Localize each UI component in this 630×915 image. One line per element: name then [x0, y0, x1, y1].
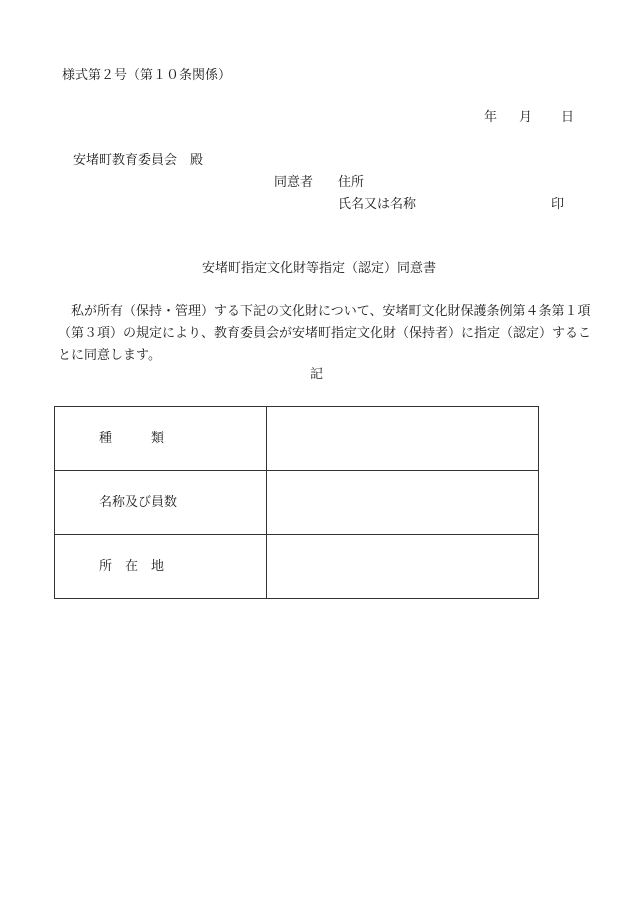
- consent-body-text: [58, 301, 592, 367]
- location-label: 所 在 地: [99, 559, 165, 574]
- consenter-label: 同意者: [274, 175, 314, 190]
- body-line: （第３項）の規定により、教育委員会が安堵町指定文化財（保持者）に指定（認定）するこ: [58, 326, 592, 341]
- table-row: [55, 471, 539, 535]
- type-label-cell: [55, 407, 267, 471]
- date-month-label: 月: [519, 110, 533, 125]
- body-line: 私が所有（保持・管理）する下記の文化財について、安堵町文化財保護条例第４条第１項: [58, 304, 591, 319]
- address-label: 住所: [338, 175, 365, 190]
- date-year-label: 年: [484, 110, 498, 125]
- name-count-label: 名称及び員数: [99, 495, 178, 510]
- location-label-cell: [55, 535, 267, 599]
- seal-mark: 印: [551, 197, 565, 212]
- name-count-value-cell[interactable]: [267, 471, 539, 535]
- table-row: [55, 407, 539, 471]
- table-row: [55, 535, 539, 599]
- body-line: とに同意します。: [58, 348, 161, 363]
- cultural-property-table: [54, 406, 539, 599]
- location-value-cell[interactable]: [267, 535, 539, 599]
- ki-heading: 記: [310, 367, 324, 382]
- type-value-cell[interactable]: [267, 407, 539, 471]
- name-label: 氏名又は名称: [338, 197, 417, 212]
- type-label: 種 類: [99, 431, 165, 446]
- name-count-label-cell: [55, 471, 267, 535]
- document-title: 安堵町指定文化財等指定（認定）同意書: [202, 261, 437, 276]
- form-number-label: 様式第２号（第１０条関係）: [62, 68, 232, 83]
- addressee: 安堵町教育委員会 殿: [73, 153, 204, 168]
- date-day-label: 日: [561, 110, 575, 125]
